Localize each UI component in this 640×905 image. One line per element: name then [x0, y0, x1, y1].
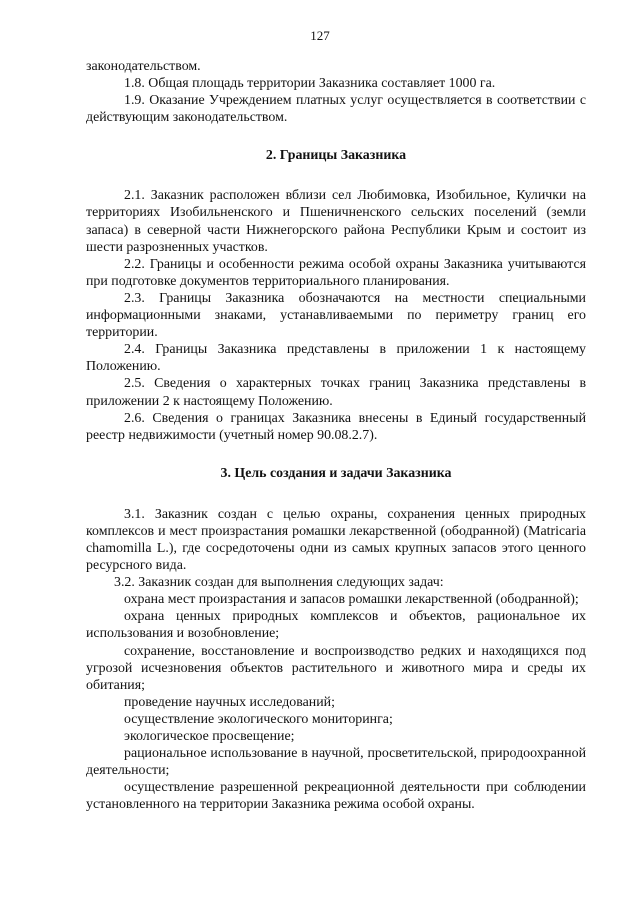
task-item: рациональное использование в научной, просветительской, природоохранной деятельности;	[86, 746, 586, 779]
task-item: охрана ценных природных комплексов и объектов, рациональное их использования и возобновление;	[86, 609, 586, 642]
section-3-heading: 3. Цель создания и задачи Заказника	[220, 465, 452, 481]
paragraph-2-6: 2.6. Сведения о границах Заказника внесены в Единый государственный реестр недвижимости (учетный номер 90.08.2.7).	[86, 410, 586, 443]
paragraph-2-5: 2.5. Сведения о характерных точках границ Заказника представлены в приложении 2 к настоящему Положению.	[86, 376, 586, 409]
paragraph-1-9: 1.9. Оказание Учреждением платных услуг осуществляется в соответствии с действующим законодательством.	[86, 93, 586, 126]
task-item: проведение научных исследований;	[124, 694, 335, 710]
document-body	[86, 58, 586, 813]
task-item: осуществление разрешенной рекреационной деятельности при соблюдении установленного на территории Заказника режима особой охраны.	[86, 780, 586, 813]
paragraph-2-1: 2.1. Заказник расположен вблизи сел Любимовка, Изобильное, Кулички на территориях Изобильненского и Пшеничненского сельских поселений (земли запаса) в северной части Нижнегорского района Республики Крым и состоит из шести разрозненных участков.	[86, 188, 586, 255]
page-number: 127	[310, 28, 330, 43]
paragraph-3-1: 3.1. Заказник создан с целью охраны, сохранения ценных природных комплексов и мест произрастания ромашки лекарственной (ободранной) (Matricaria chamomilla L.), где сосредоточены одни из самых крупных запасов этого ценного ресурсного вида.	[86, 506, 586, 574]
paragraph-1-8: 1.8. Общая площадь территории Заказника составляет 1000 га.	[124, 76, 496, 92]
task-item: сохранение, восстановление и воспроизводство редких и находящихся под угрозой исчезновения объектов растительного и животного мира и среды их обитания;	[86, 643, 586, 693]
task-item: охрана мест произрастания и запасов ромашки лекарственной (ободранной);	[124, 592, 579, 608]
paragraph-2-2: 2.2. Границы и особенности режима особой охраны Заказника учитываются при подготовке документов территориального планирования.	[86, 256, 586, 289]
paragraph-2-4: 2.4. Границы Заказника представлены в приложении 1 к настоящему Положению.	[86, 342, 586, 375]
paragraph-2-3: 2.3. Границы Заказника обозначаются на местности специальными информационными знаками, устанавливаемыми по периметру границ его территории.	[86, 290, 586, 341]
task-item: осуществление экологического мониторинга;	[124, 711, 393, 727]
task-item: экологическое просвещение;	[124, 729, 295, 744]
section-2-heading: 2. Границы Заказника	[265, 148, 407, 164]
paragraph-continuation: законодательством.	[86, 59, 201, 74]
paragraph-3-2: 3.2. Заказник создан для выполнения следующих задач:	[114, 575, 444, 591]
